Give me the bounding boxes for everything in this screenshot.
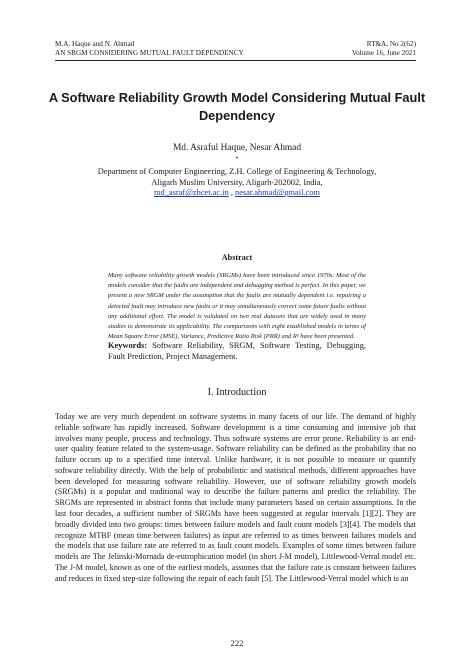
author-separator-bullet: • xyxy=(235,154,239,162)
affiliation-line-1: Department of Computer Engineering, Z.H. College of Engineering & Technology, xyxy=(97,167,377,176)
header-divider xyxy=(55,60,416,61)
header-volume-date: Volume 16, June 2021 xyxy=(351,49,416,58)
paper-title: A Software Reliability Growth Model Considering Mutual Fault Dependency xyxy=(48,90,426,123)
author-emails xyxy=(0,188,474,199)
author-names: Md. Asraful Haque, Nesar Ahmad xyxy=(172,143,302,153)
header-authors: M.A. Haque and N. Ahmad xyxy=(55,40,135,48)
keywords-label: Keywords: xyxy=(108,341,148,350)
email-separator: , xyxy=(228,188,236,198)
running-header xyxy=(55,40,416,59)
header-journal-issue: RT&A, No 2(62) xyxy=(366,40,416,48)
header-short-title: AN SRGM CONSIDERING MUTUAL FAULT DEPENDENCY xyxy=(55,49,244,58)
abstract-heading: Abstract xyxy=(221,253,253,262)
affiliation xyxy=(0,167,474,199)
keywords-list: Software Reliability, SRGM, Software Testing, Debugging, Fault Prediction, Project Management. xyxy=(108,341,366,362)
affiliation-line-2: Aligarh Muslim University, Aligarh-202002, India, xyxy=(151,177,323,187)
page-number: 222 xyxy=(230,638,244,648)
section-heading-introduction: I. Introduction xyxy=(207,387,267,398)
email-link-1[interactable]: md_asraf@zhcet.ac.in xyxy=(154,188,229,198)
keywords xyxy=(108,340,366,363)
email-link-2[interactable]: nesar.ahmad@gmail.com xyxy=(235,188,320,198)
abstract-text: Many software reliability growth models (SRGMs) have been introduced since 1970s. Most of the models consider that the faults are independent and debugging method is perfect. In this paper, we present a new SRGM under the assumption that the faults are mutually dependent i.e. repairing a detected fault may introduce new faults or it may simultaneously correct some future faults without any additional effort. The model is validated on two real datasets that are widely used in many studies to demonstrate its applicability. The comparisons with eight established models in terms of Mean Square Error (MSE), Variance, Predictive Ratio Risk (PRR) and R² have been presented. xyxy=(108,272,366,341)
introduction-paragraph: Today we are very much dependent on software systems in many facets of our life. The demand of highly reliable software has rapidly increased. Software development is a time consuming and intensive job that involves many people, process and technology. Thus software systems are error prone. Reliability is an end-user quality feature related to the system-usage. Software reliability can be defined as the probability that no failure occurs up to a specified time interval. Unlike hardware, it is not possible to measure or quantify software reliability directly. With the help of probabilistic and statistical methods, different approaches have been developed for measuring software reliability. However, use of software reliability growth models (SRGMs) is a popular and traditional way to describe the failure patterns and predict the reliability. The SRGMs are represented in abstract forms that include many parameters based on certain assumptions. In the last four decades, a sufficient number of SRGMs have been suggested at regular intervals [1][2]. They are broadly divided into two groups: times between failure models and fault count models [3][4]. The models that recognize MTBF (mean time between failures) as input are referred to as times between failures models and the models that use failure rate are referred to as fault count models. Examples of some times between failure models are The Jelinski-Mornada de-eutrophication model (in short J-M model), Littlewood-Verral model etc. The J-M model, known as one of the earliest models, assumes that the failure rate is constant between failures and reduces in fixed step-size following the repair of each fault [5]. The Littlewood-Verral model which is an xyxy=(55,412,416,583)
